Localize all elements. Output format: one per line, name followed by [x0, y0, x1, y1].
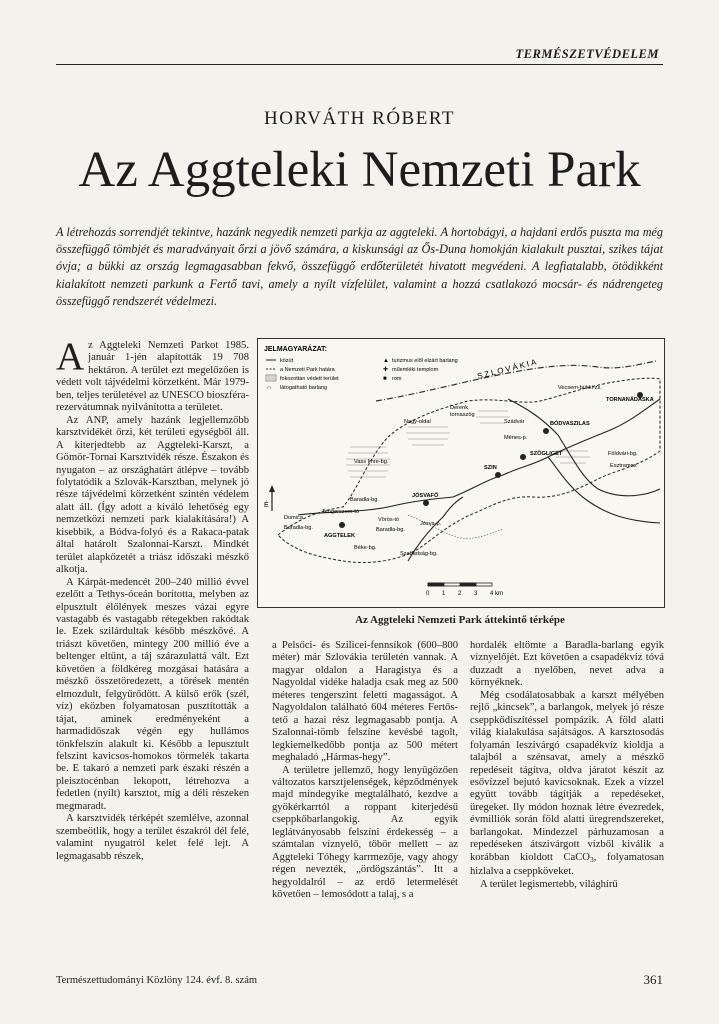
legend-title: JELMAGYARÁZAT: — [264, 346, 328, 353]
settlement-marker — [423, 500, 429, 506]
scale-tick: 2 — [458, 591, 462, 597]
paragraph: hordalék eltömte a Baradla-barlang egyik víznyelőjét. Ezt követően a csapadékvíz tóvá duzzadt a nyelőben, nevet adva a környéknek. — [470, 640, 664, 689]
park-map — [257, 338, 665, 608]
legend-item: fokozottan védett terület — [280, 376, 339, 382]
article-title: Az Aggteleki Nemzeti Park — [78, 142, 641, 198]
place-label: TORNANÁDASKA — [606, 397, 654, 403]
paragraph: A területre jellemző, hogy lenyűgözően változatos karsztjelenségek, képződmények majd mindegyike megtalálható, kezdve a gyökérkarrtól a roppant kiterjedésű cseppkőbarlangokig. Az egyik leglátványosabb felszíni érdekesség – a számtalan víznyelő, töbör mellett – az Aggteleki Tóhegy karrmezője, vagy ahogy régen nevezték, „ördögszántás”. Itt a hegyoldalról – az erdő letermelését követően – lemosódott a talaj, s a — [272, 764, 458, 901]
place-label: AGGTELEK — [324, 533, 356, 539]
text-column-2 — [272, 640, 458, 902]
place-label: Esztramos — [610, 463, 637, 469]
map-drawing — [258, 339, 664, 607]
place-label: SZIN — [484, 465, 497, 471]
section-tag: TERMÉSZETVÉDELEM — [515, 47, 659, 61]
paragraph: a Pelsőci- és Szilicei-fennsíkok (600–800 méter) már Szlovákia területén vannak. A magyar oldalon a Haragistya és a Nagyoldal vidéke haladja csak meg az 500 méteres tengerszint feletti magasságot. A Nagyoldalon található 604 méteres Fertős-tető a hazai rész legmagasabb pontja. A Szalonnai-tömb felszíne kevésbé tagolt, legkiemelkedőbb pontja az 500 métert meghaladó „Hármas-hegy”. — [272, 640, 458, 764]
legend-item: műemléki templom — [392, 367, 439, 373]
svg-text:■: ■ — [383, 376, 387, 382]
legend-item: a Nemzeti Park határa — [280, 367, 335, 373]
svg-text:▲: ▲ — [383, 358, 389, 364]
settlement-marker — [339, 522, 345, 528]
paragraph: Még csodálatosabbak a karszt mélyében rejlő „kincsek”, a barlangok, melyek jó része cseppkődíszítéssel pompázik. A föld alatti világ kialakulása sajátságos. A karsztosodás folyamán leszivárgó csapadékvíz kioldja a talajból a szénsavat, amely a mészkő repedéseit tágítva, oldva járatot készít az esővízzel bejutó kavicsoknak. Ezek a vízzel együtt tovább tágítják a repedéseket, üregeket. Ily módon hoznak létre évezredek, évmilliók során föld alatti üregrendszereket, barlangokat. Mindezzel párhuzamosan a repedéseken átszivárgott vízből kiválik a korábban kioldott CaCO$_3$, folyamatosan hizlalva a cseppköveket. — [470, 689, 664, 878]
map-caption: Az Aggteleki Nemzeti Park áttekintő térképe — [355, 614, 565, 626]
paragraph: A terület legismertebb, világhírű — [480, 878, 618, 890]
text-column-1 — [56, 335, 249, 863]
svg-text:✚: ✚ — [383, 367, 389, 373]
legend-item: látogatható barlang — [280, 385, 328, 391]
scale-tick: 1 — [442, 591, 446, 597]
settlement-marker — [520, 454, 526, 460]
place-label: Vecsem-bükki-zs. — [558, 385, 602, 391]
place-label: Szabadság-bg. — [400, 551, 438, 557]
place-label: Tengerszem-tó — [322, 509, 359, 515]
legend-item: közút — [280, 358, 294, 364]
paragraph: Az ANP, amely hazánk legjellemzőbb karsztvidékét őrzi, két területi egységből áll. A kiterjedtebb az Aggteleki-Karszt, a Gömör-Tornai Karsztvidék része. Északon és nyugaton – az országhatárt átlépve – tovább folytatódik a Szlovák-Karsztban, melynek jó része tájvédelmi körzetként szintén védelem alatt áll. (Így adott a kiváló lehetőség egy nemzetközi nemzeti park kialakítására!) A kisebbik, a Bódva-folyó és a Rakaca-patak által határolt Szalonnai-Karszt. Mindkét terület alapkőzetét a triász időszaki mészkő alkotja. — [56, 414, 249, 576]
place-label: Domica — [284, 515, 303, 521]
subscript: 3 — [589, 854, 594, 864]
paragraph: A karsztvidék térképét szemlélve, azonnal szembeötlik, hogy a terület északról dél felé, valamint nyugatról kelet felé lejt. A legmagasabb részek, — [56, 813, 249, 862]
dropcap: A — [56, 335, 85, 378]
place-label: SZÖGLIGET — [530, 451, 563, 457]
scale-tick: 0 — [426, 591, 430, 597]
place-label: Baradla-bg. — [284, 525, 313, 531]
country-label: SZLOVÁKIA — [476, 357, 540, 381]
paragraph: A Kárpát-medencét 200–240 millió évvel ezelőtt a Tethys-óceán borította, melyben az elpusztult élőlények meszes vázai egyre vastagabb és vastagabb rétegekben rakódtak le. Ezek szilárdultak később mészkővé. A triászt követően, mintegy 200 millió éve a beltenger eltűnt, a táj szárazulattá vált. Ezt követően a földkéreg mozgásai hatására a mészkő összetöredezett, a törések mentén elmozdult, felgyűrődött. A külső erők (szél, víz) eközben folyamatosan pusztították a tájat, aminek eredményeként a harmadidőszak végén egy hullámos tönkfelszín alakult ki. Később a lepusztult felszínt kavicsos-homokos törmelék takarta be. E takaró a nemzeti park északi részén a pleisztocénban lekopott, létrehozva a fedetlen (nyílt) karsztot, míg a déli részeken megmaradt. — [56, 576, 249, 812]
place-label: Földvári-bg. — [608, 451, 638, 457]
place-label: Szádvár — [504, 419, 525, 425]
north-label: É — [264, 502, 269, 509]
place-label: tornaszög — [450, 412, 475, 418]
legend-item: turizmus elől elzárt barlang — [392, 358, 458, 364]
paragraph: Az Aggteleki Nemzeti Parkot 1985. január 1-jén alapították 19 708 hektáron. A terület ezt megelőzően is védett volt tájvédelmi körzetként. Már 1979-ben, teljes területével az UNESCO bioszféra-rezervátumnak nyilvánította a területet. — [56, 335, 249, 414]
scale-tick: 4 km — [490, 591, 504, 597]
settlement-marker — [495, 472, 501, 478]
svg-text:∩: ∩ — [267, 385, 272, 391]
place-label: Jósva-p. — [420, 521, 442, 527]
page-number: 361 — [643, 972, 663, 987]
place-label: Baradla-bg. — [376, 527, 405, 533]
place-label: Ménes-p. — [504, 435, 528, 441]
text-column-3 — [470, 640, 664, 891]
lead-paragraph: A létrehozás sorrendjét tekintve, hazánk negyedik nemzeti parkja az aggteleki. A hortobágyi, a hajdani erdős puszta ma még összefüggő tömbjét és maradványait őrzi a jövő számára, a kiskunsági az Ős-Duna homokján kialakult pusztai, szikes tájat óvja; a bükki az ország legmagasabban fekvő, összefüggő erdőterületét hivatott megvédeni. A legfiatalabb, ötödikként kialakított nemzeti parkunk a Fertő tavi, amely a nyílt vízfelület, valamint a hozzá csatlakozó mocsár- és nádrengeteg összefüggő rendszerét védelmezi. — [56, 225, 663, 308]
place-label: Baradla-bg. — [350, 497, 379, 503]
place-label: Béke-bg. — [354, 545, 377, 551]
place-label: Vörös-tó — [378, 517, 400, 523]
author: HORVÁTH RÓBERT — [264, 108, 455, 129]
place-label: Vass Imre-bg. — [354, 459, 389, 465]
legend-item: rom — [392, 376, 402, 382]
settlement-marker — [543, 428, 549, 434]
header-rule — [56, 64, 663, 65]
scale-tick: 3 — [474, 591, 478, 597]
place-label: BÓDVASZILAS — [550, 421, 590, 427]
journal-footer: Természettudományi Közlöny 124. évf. 8. szám — [56, 975, 258, 986]
place-label: Derenk — [450, 405, 469, 411]
place-label: Nagy-oldal — [404, 419, 431, 425]
place-label: JÓSVAFŐ — [412, 493, 439, 499]
